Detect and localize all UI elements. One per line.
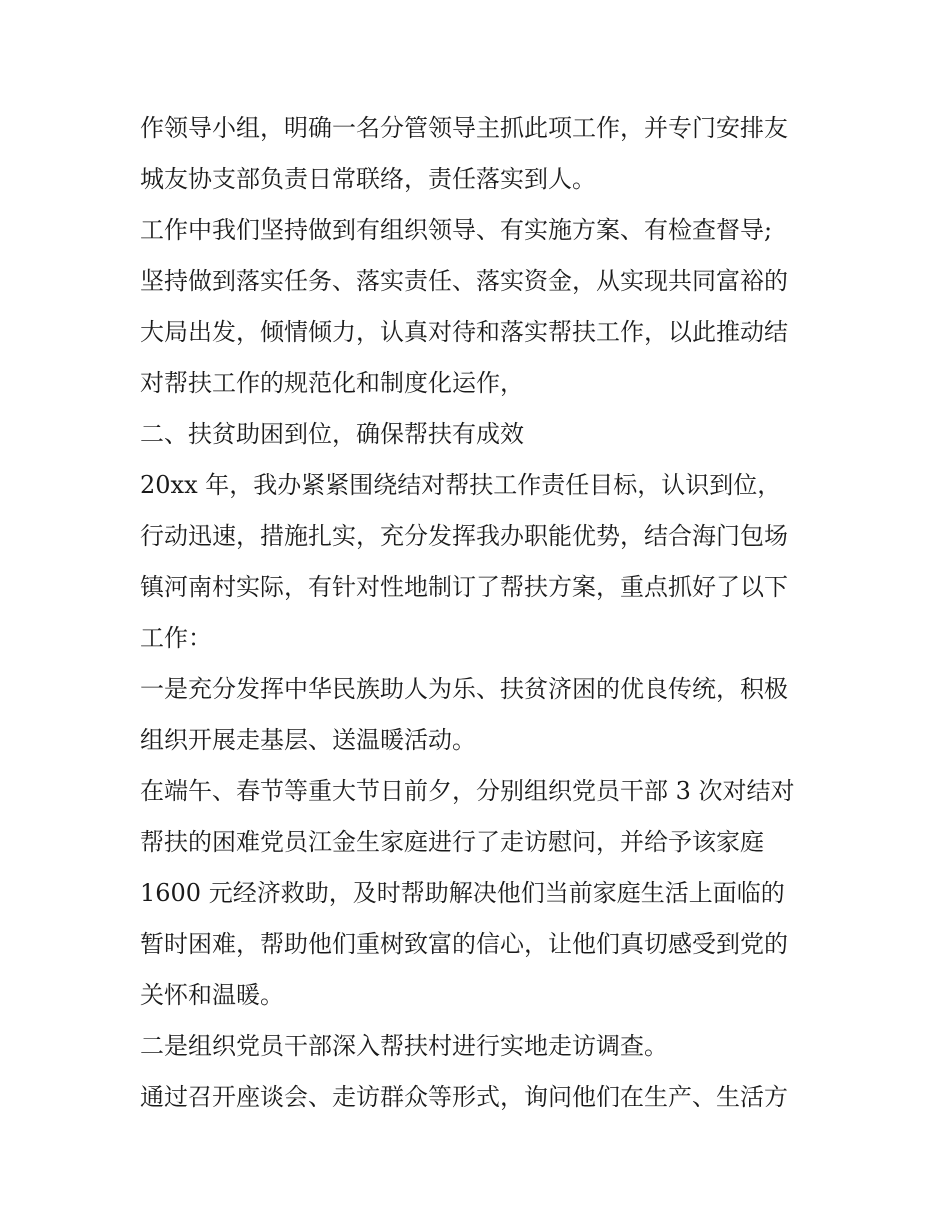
text-line: 二是组织党员干部深入帮扶村进行实地走访调查。 xyxy=(140,1032,668,1060)
text-line: 关怀和温暖。 xyxy=(140,981,284,1009)
text-line: 帮扶的困难党员江金生家庭进行了走访慰问，并给予该家庭 xyxy=(140,828,764,856)
text-line: 暂时困难，帮助他们重树致富的信心，让他们真切感受到党的 xyxy=(140,930,788,958)
section-heading: 二、扶贫助困到位，确保帮扶有成效 xyxy=(140,420,524,448)
document-body xyxy=(140,103,830,1123)
text-line: 组织开展走基层、送温暖活动。 xyxy=(140,726,476,754)
text-line: 一是充分发挥中华民族助人为乐、扶贫济困的优良传统，积极 xyxy=(140,675,788,703)
text-line: 1600 元经济救助，及时帮助解决他们当前家庭生活上面临的 xyxy=(140,879,785,907)
text-line: 坚持做到落实任务、落实责任、落实资金，从实现共同富裕的 xyxy=(140,267,788,295)
text-line: 作领导小组，明确一名分管领导主抓此项工作，并专门安排友 xyxy=(140,114,788,142)
text-line: 通过召开座谈会、走访群众等形式，询问他们在生产、生活方 xyxy=(140,1083,788,1111)
text-line: 工作中我们坚持做到有组织领导、有实施方案、有检查督导; xyxy=(140,216,773,244)
text-line: 在端午、春节等重大节日前夕，分别组织党员干部 3 次对结对 xyxy=(140,777,795,805)
text-line: 镇河南村实际，有针对性地制订了帮扶方案，重点抓好了以下 xyxy=(140,573,788,601)
text-line: 工作： xyxy=(140,624,212,652)
text-line: 大局出发，倾情倾力，认真对待和落实帮扶工作，以此推动结 xyxy=(140,318,788,346)
text-line: 城友协支部负责日常联络，责任落实到人。 xyxy=(140,165,596,193)
text-line: 行动迅速，措施扎实，充分发挥我办职能优势，结合海门包场 xyxy=(140,522,788,550)
text-line: 20xx 年，我办紧紧围绕结对帮扶工作责任目标，认识到位， xyxy=(140,471,782,499)
text-line: 对帮扶工作的规范化和制度化运作， xyxy=(140,369,524,397)
